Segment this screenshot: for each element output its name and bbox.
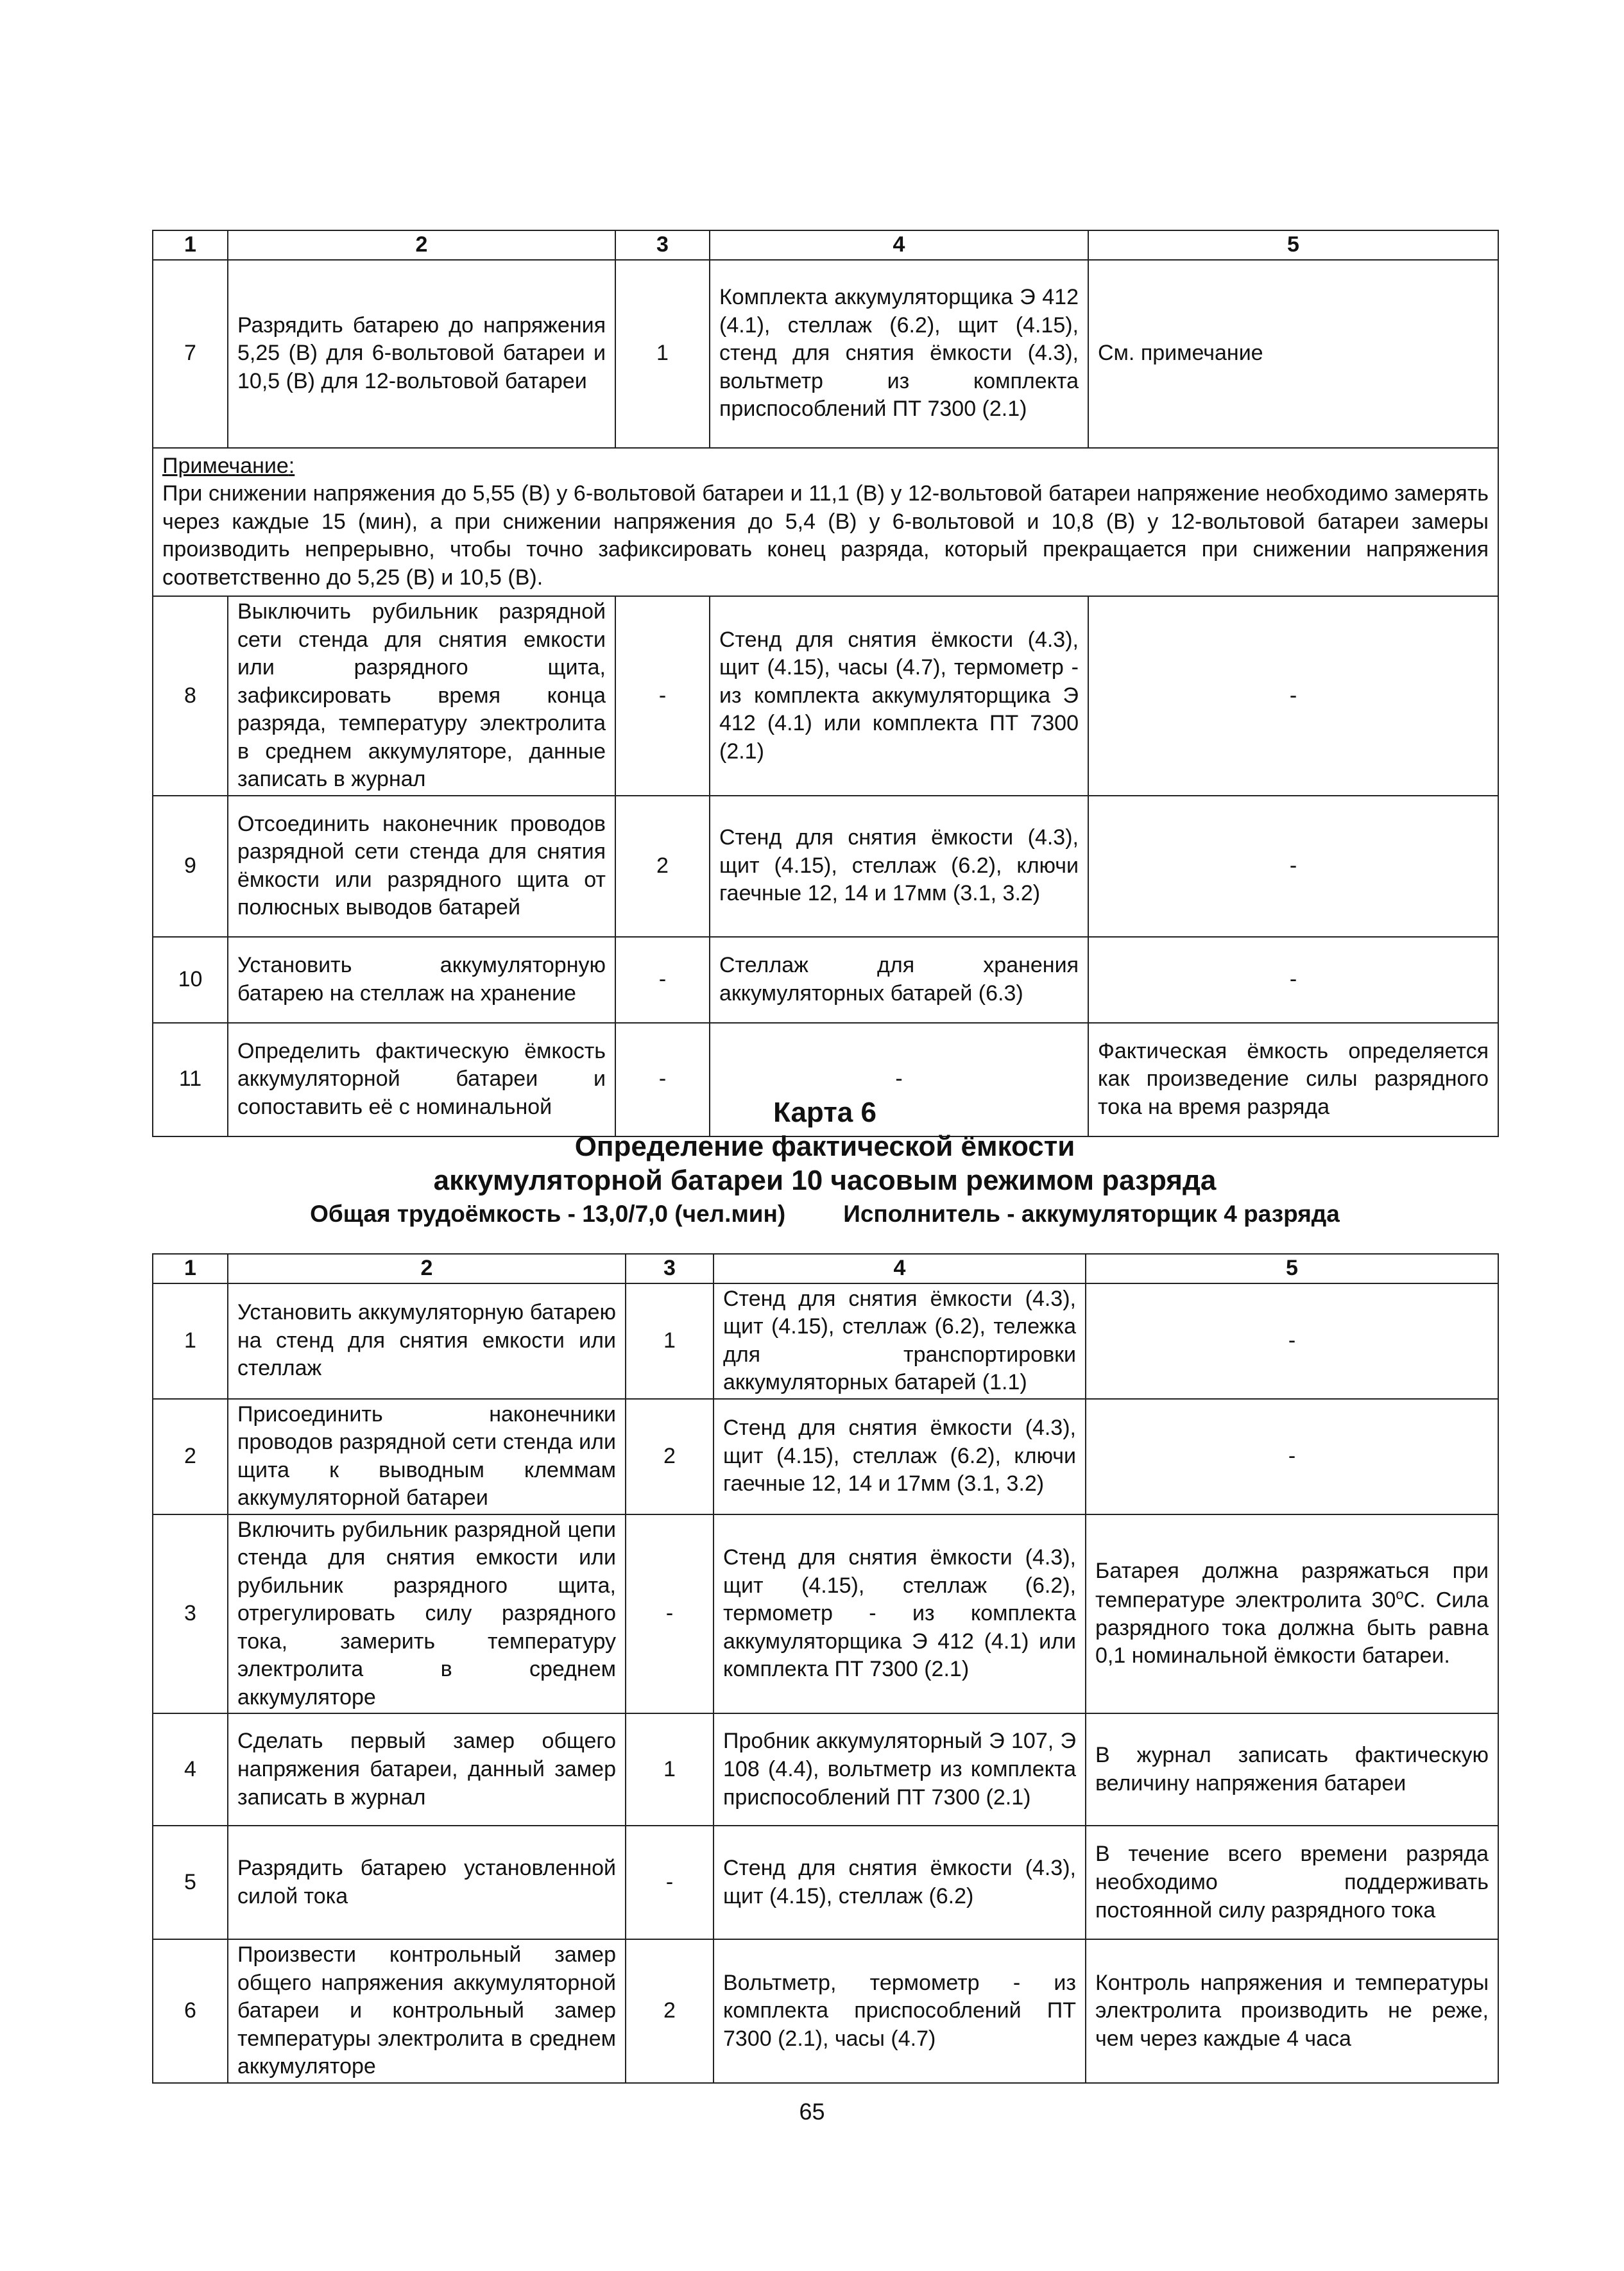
row-qty: - xyxy=(615,937,710,1023)
row-qty: 1 xyxy=(615,260,710,448)
row-note: Фактическая ёмкость определяется как произведение силы разрядного тока на время разряда xyxy=(1088,1023,1498,1136)
row-qty: 1 xyxy=(626,1713,714,1826)
row-tools: Вольтметр, термометр - из комплекта приспособлений ПТ 7300 (2.1), часы (4.7) xyxy=(714,1939,1086,2083)
note-row xyxy=(153,448,1498,597)
note-title: Примечание: xyxy=(162,453,295,478)
header-col-1: 1 xyxy=(153,1254,228,1283)
row-number: 6 xyxy=(153,1939,228,2083)
table-row xyxy=(153,1399,1498,1514)
row-action: Сделать первый замер общего напряжения батареи, данный замер записать в журнал xyxy=(228,1713,626,1826)
header-col-5: 5 xyxy=(1086,1254,1498,1283)
table-continuation xyxy=(152,230,1499,1137)
header-col-2: 2 xyxy=(228,230,615,260)
row-tools: Стенд для снятия ёмкости (4.3), щит (4.15), стеллаж (6.2), тележка для транспортировки аккумуляторных батарей (1.1) xyxy=(714,1283,1086,1399)
table-row xyxy=(153,1514,1498,1714)
row-number: 2 xyxy=(153,1399,228,1514)
row-number: 5 xyxy=(153,1826,228,1939)
row-tools: - xyxy=(710,1023,1088,1136)
row-number: 3 xyxy=(153,1514,228,1714)
table-row xyxy=(153,1283,1498,1399)
row-tools: Стеллаж для хранения аккумуляторных батарей (6.3) xyxy=(710,937,1088,1023)
row-action: Установить аккумуляторную батарею на стеллаж на хранение xyxy=(228,937,615,1023)
row-action: Разрядить батарею до напряжения 5,25 (В) для 6-вольтовой батареи и 10,5 (В) для 12-вольтовой батареи xyxy=(228,260,615,448)
header-col-5: 5 xyxy=(1088,230,1498,260)
row-note: - xyxy=(1086,1399,1498,1514)
row-action: Выключить рубильник разрядной сети стенда для снятия емкости или разрядного щита, зафиксировать время конца разряда, температуру электролита в среднем аккумуляторе, данные записать в журнал xyxy=(228,596,615,796)
row-tools: Стенд для снятия ёмкости (4.3), щит (4.15), стеллаж (6.2), термометр - из комплекта аккумуляторщика Э 412 (4.1) или комплекта ПТ 7300 (2.1) xyxy=(714,1514,1086,1714)
row-note: - xyxy=(1088,596,1498,796)
degree-sign: o xyxy=(1396,1586,1404,1602)
row-action: Отсоединить наконечник проводов разрядной сети стенда для снятия ёмкости или разрядного щита от полюсных выводов батарей xyxy=(228,796,615,937)
row-note: См. примечание xyxy=(1088,260,1498,448)
header-col-3: 3 xyxy=(615,230,710,260)
labor-intensity: Общая трудоёмкость - 13,0/7,0 (чел.мин) xyxy=(310,1201,786,1228)
row-tools: Комплекта аккумуляторщика Э 412 (4.1), стеллаж (6.2), щит (4.15), стенд для снятия ёмкости (4.3), вольтметр из комплекта приспособлений ПТ 7300 (2.1) xyxy=(710,260,1088,448)
row-action: Включить рубильник разрядной цепи стенда для снятия емкости или рубильник разрядного щита, отрегулировать силу разрядного тока, замерить температуру электролита в среднем аккумуляторе xyxy=(228,1514,626,1714)
row-action: Произвести контрольный замер общего напряжения аккумуляторной батареи и контрольный замер температуры электролита в среднем аккумуляторе xyxy=(228,1939,626,2083)
row-qty: - xyxy=(615,596,710,796)
table-row xyxy=(153,937,1498,1023)
row-note: В течение всего времени разряда необходимо поддерживать постоянной силу разрядного тока xyxy=(1086,1826,1498,1939)
table-row xyxy=(153,1939,1498,2083)
table-row xyxy=(153,596,1498,796)
row-qty: - xyxy=(626,1826,714,1939)
row-qty: 2 xyxy=(615,796,710,937)
row-number: 7 xyxy=(153,260,228,448)
row-tools: Стенд для снятия ёмкости (4.3), щит (4.15), часы (4.7), термометр - из комплекта аккумуляторщика Э 412 (4.1) или комплекта ПТ 7300 (2.1) xyxy=(710,596,1088,796)
row-tools: Пробник аккумуляторный Э 107, Э 108 (4.4), вольтметр из комплекта приспособлений ПТ 7300 (2.1) xyxy=(714,1713,1086,1826)
row-action: Установить аккумуляторную батарею на стенд для снятия емкости или стеллаж xyxy=(228,1283,626,1399)
row-note: - xyxy=(1088,937,1498,1023)
row-qty: - xyxy=(615,1023,710,1136)
header-col-2: 2 xyxy=(228,1254,626,1283)
row-note: Батарея должна разряжаться при температуре электролита 30$^o$С. Сила разрядного тока должна быть равна 0,1 номинальной ёмкости батареи. xyxy=(1086,1514,1498,1714)
card-subtitle xyxy=(152,1199,1498,1230)
row-action: Разрядить батарею установленной силой тока xyxy=(228,1826,626,1939)
row-number: 1 xyxy=(153,1283,228,1399)
row-qty: 2 xyxy=(626,1939,714,2083)
header-col-3: 3 xyxy=(626,1254,714,1283)
card-number: Карта 6 xyxy=(773,1097,876,1128)
table-row xyxy=(153,796,1498,937)
header-col-4: 4 xyxy=(710,230,1088,260)
row-tools: Стенд для снятия ёмкости (4.3), щит (4.15), стеллаж (6.2), ключи гаечные 12, 14 и 17мм (3.1, 3.2) xyxy=(710,796,1088,937)
row-number: 4 xyxy=(153,1713,228,1826)
table-row xyxy=(153,260,1498,448)
row-number: 11 xyxy=(153,1023,228,1136)
row-action: Определить фактическую ёмкость аккумуляторной батареи и сопоставить её с номинальной xyxy=(228,1023,615,1136)
table-header-row xyxy=(153,230,1498,260)
row-qty: 1 xyxy=(626,1283,714,1399)
row-number: 8 xyxy=(153,596,228,796)
row-note: - xyxy=(1088,796,1498,937)
row-qty: - xyxy=(626,1514,714,1714)
row-tools: Стенд для снятия ёмкости (4.3), щит (4.15), стеллаж (6.2), ключи гаечные 12, 14 и 17мм (3.1, 3.2) xyxy=(714,1399,1086,1514)
card-title-line-2: аккумуляторной батареи 10 часовым режимом разряда xyxy=(433,1164,1217,1196)
header-col-1: 1 xyxy=(153,230,228,260)
row-note: - xyxy=(1086,1283,1498,1399)
table-header-row xyxy=(153,1254,1498,1283)
row-tools: Стенд для снятия ёмкости (4.3), щит (4.15), стеллаж (6.2) xyxy=(714,1826,1086,1939)
row-action: Присоединить наконечники проводов разрядной сети стенда или щита к выводным клеммам аккумуляторной батареи xyxy=(228,1399,626,1514)
row-qty: 2 xyxy=(626,1399,714,1514)
row-number: 10 xyxy=(153,937,228,1023)
header-col-4: 4 xyxy=(714,1254,1086,1283)
note-text: При снижении напряжения до 5,55 (В) у 6-вольтовой батареи и 11,1 (В) у 12-вольтовой батареи напряжение необходимо замерять через каждые 15 (мин), а при снижении напряжения до 5,4 (В) у 6-вольтовой и 10,8 (В) у 12-вольтовой батареи замеры производить непрерывно, чтобы точно зафиксировать конец разряда, который прекращается при снижении напряжения соответственно до 5,25 (В) и 10,5 (В). xyxy=(162,481,1489,590)
row-note: Контроль напряжения и температуры электролита производить не реже, чем через каждые 4 часа xyxy=(1086,1939,1498,2083)
table-card-6 xyxy=(152,1253,1499,2084)
page-number: 65 xyxy=(799,2098,825,2125)
row-note: В журнал записать фактическую величину напряжения батареи xyxy=(1086,1713,1498,1826)
performer: Исполнитель - аккумуляторщик 4 разряда xyxy=(843,1201,1340,1228)
card-title-block xyxy=(152,1096,1498,1230)
card-title-line-1: Определение фактической ёмкости xyxy=(574,1130,1075,1162)
note-cell xyxy=(153,448,1498,597)
table-row xyxy=(153,1713,1498,1826)
row-number: 9 xyxy=(153,796,228,937)
table-row xyxy=(153,1826,1498,1939)
